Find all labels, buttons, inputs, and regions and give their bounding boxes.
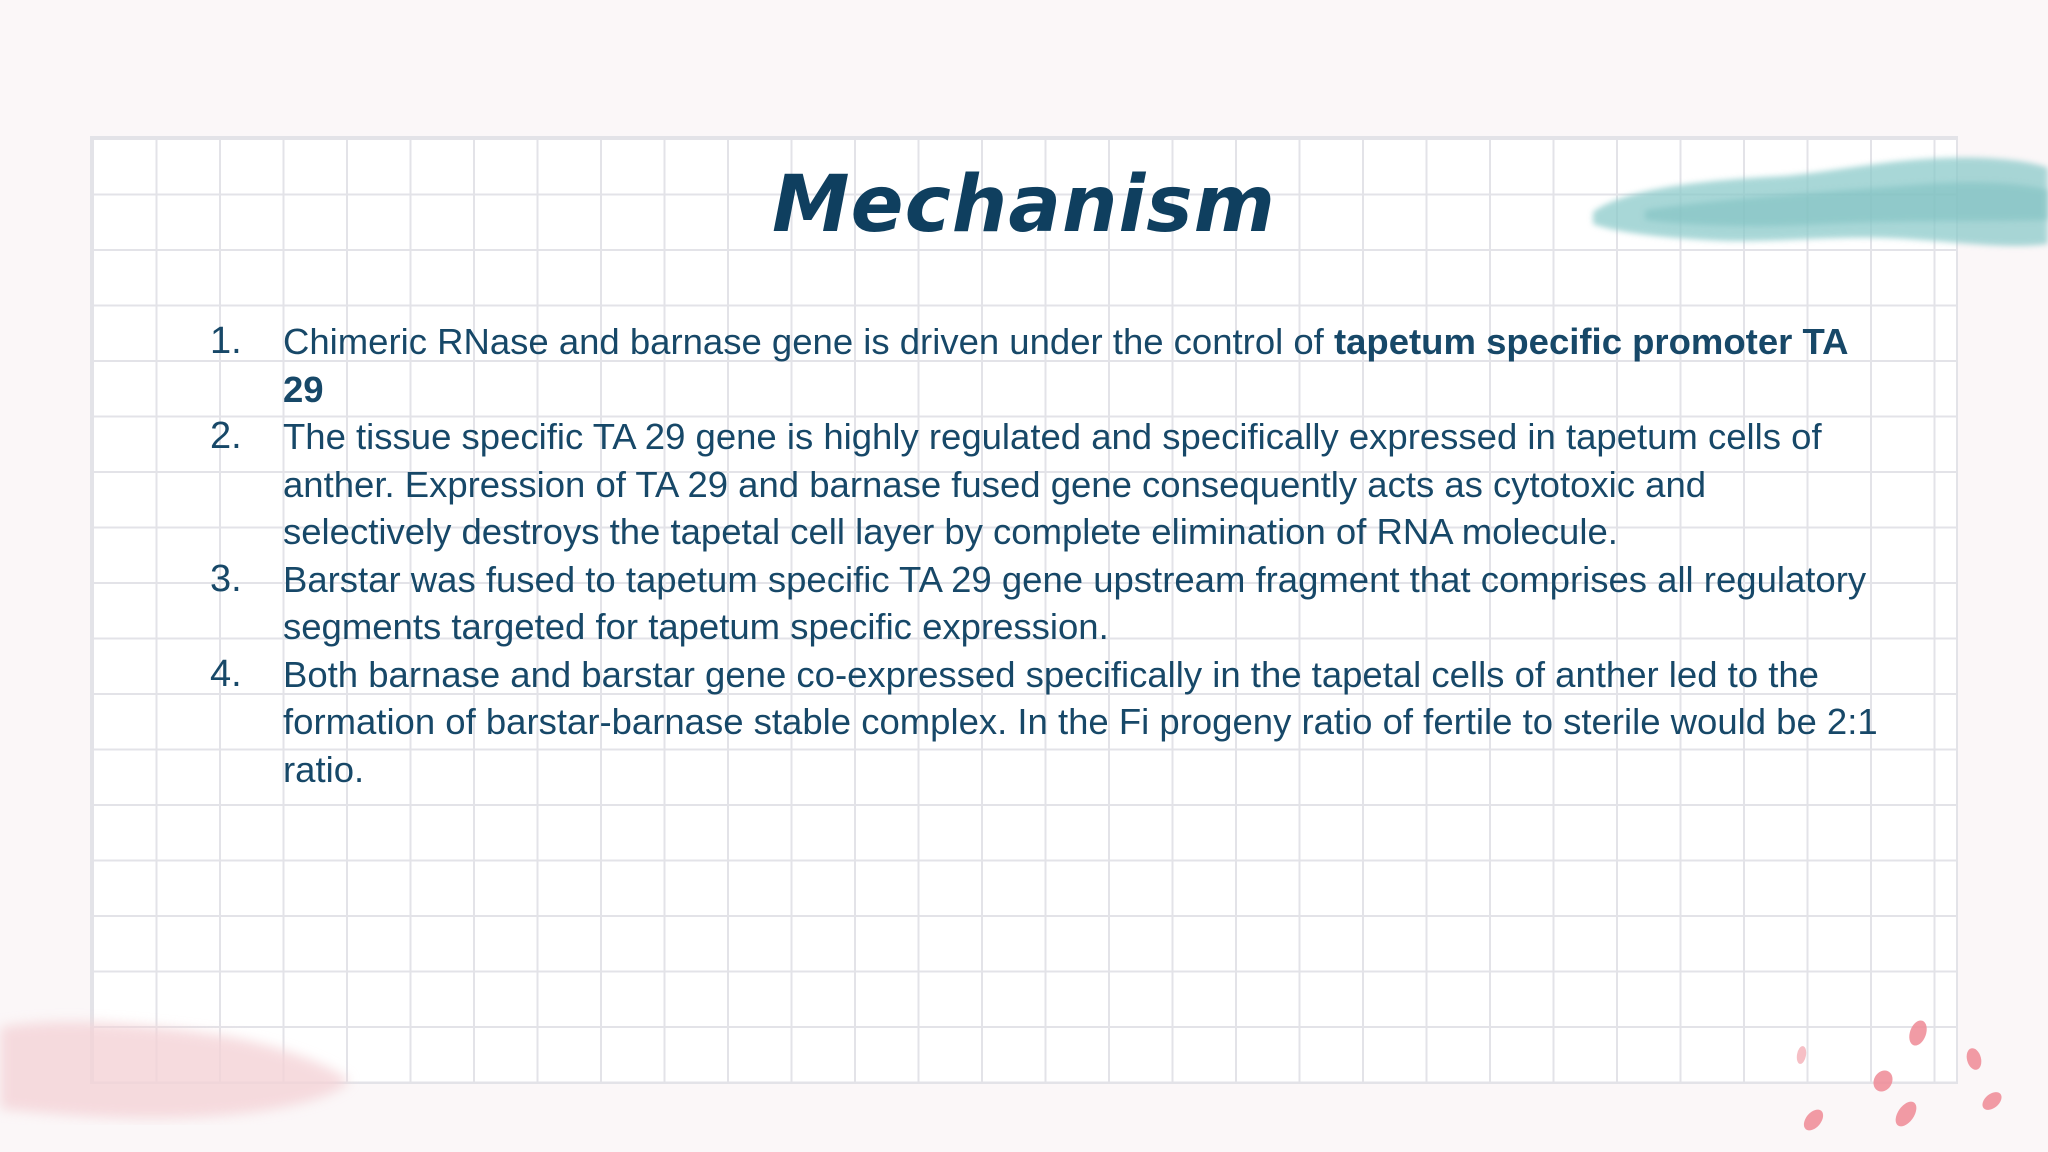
pink-dot (1891, 1098, 1920, 1130)
list-item (200, 318, 1880, 413)
list-number: 1. (210, 320, 242, 362)
pink-dot (1979, 1089, 2005, 1114)
pink-dot (1964, 1047, 1983, 1072)
list-item (200, 556, 1880, 651)
pink-brush-stroke (0, 1005, 360, 1125)
list-number: 4. (210, 652, 242, 695)
list-item (200, 413, 1880, 556)
list-item (200, 651, 1880, 794)
list-item-text: The tissue specific TA 29 gene is highly regulated and specifically expressed in tapetum cells of anther. Expression of TA 29 and barnase fused gene consequently acts as cytotoxic and selectively destroys the tapetal cell layer by complete elimination of RNA molecule. (283, 416, 1822, 552)
list-number: 3. (210, 557, 242, 600)
list-item-text: Barstar was fused to tapetum specific TA 29 gene upstream fragment that comprises all regulatory segments targeted for tapetum specific expression. (283, 558, 1867, 647)
pink-dot (1800, 1106, 1827, 1134)
list-number: 2. (210, 415, 242, 457)
list-item-bold-text: tapetum specific promoter TA 29 (283, 321, 1848, 410)
list-item-text: Both barnase and barstar gene co-expressed specifically in the tapetal cells of anther led to the formation of barstar-barnase stable complex. In the Fi progeny ratio of fertile to sterile would be 2:1 ratio. (283, 653, 1878, 790)
list-item-text: Chimeric RNase and barnase gene is driven under the control of (283, 321, 1334, 362)
mechanism-list (200, 318, 1880, 793)
slide-title: Mechanism (772, 160, 1276, 250)
